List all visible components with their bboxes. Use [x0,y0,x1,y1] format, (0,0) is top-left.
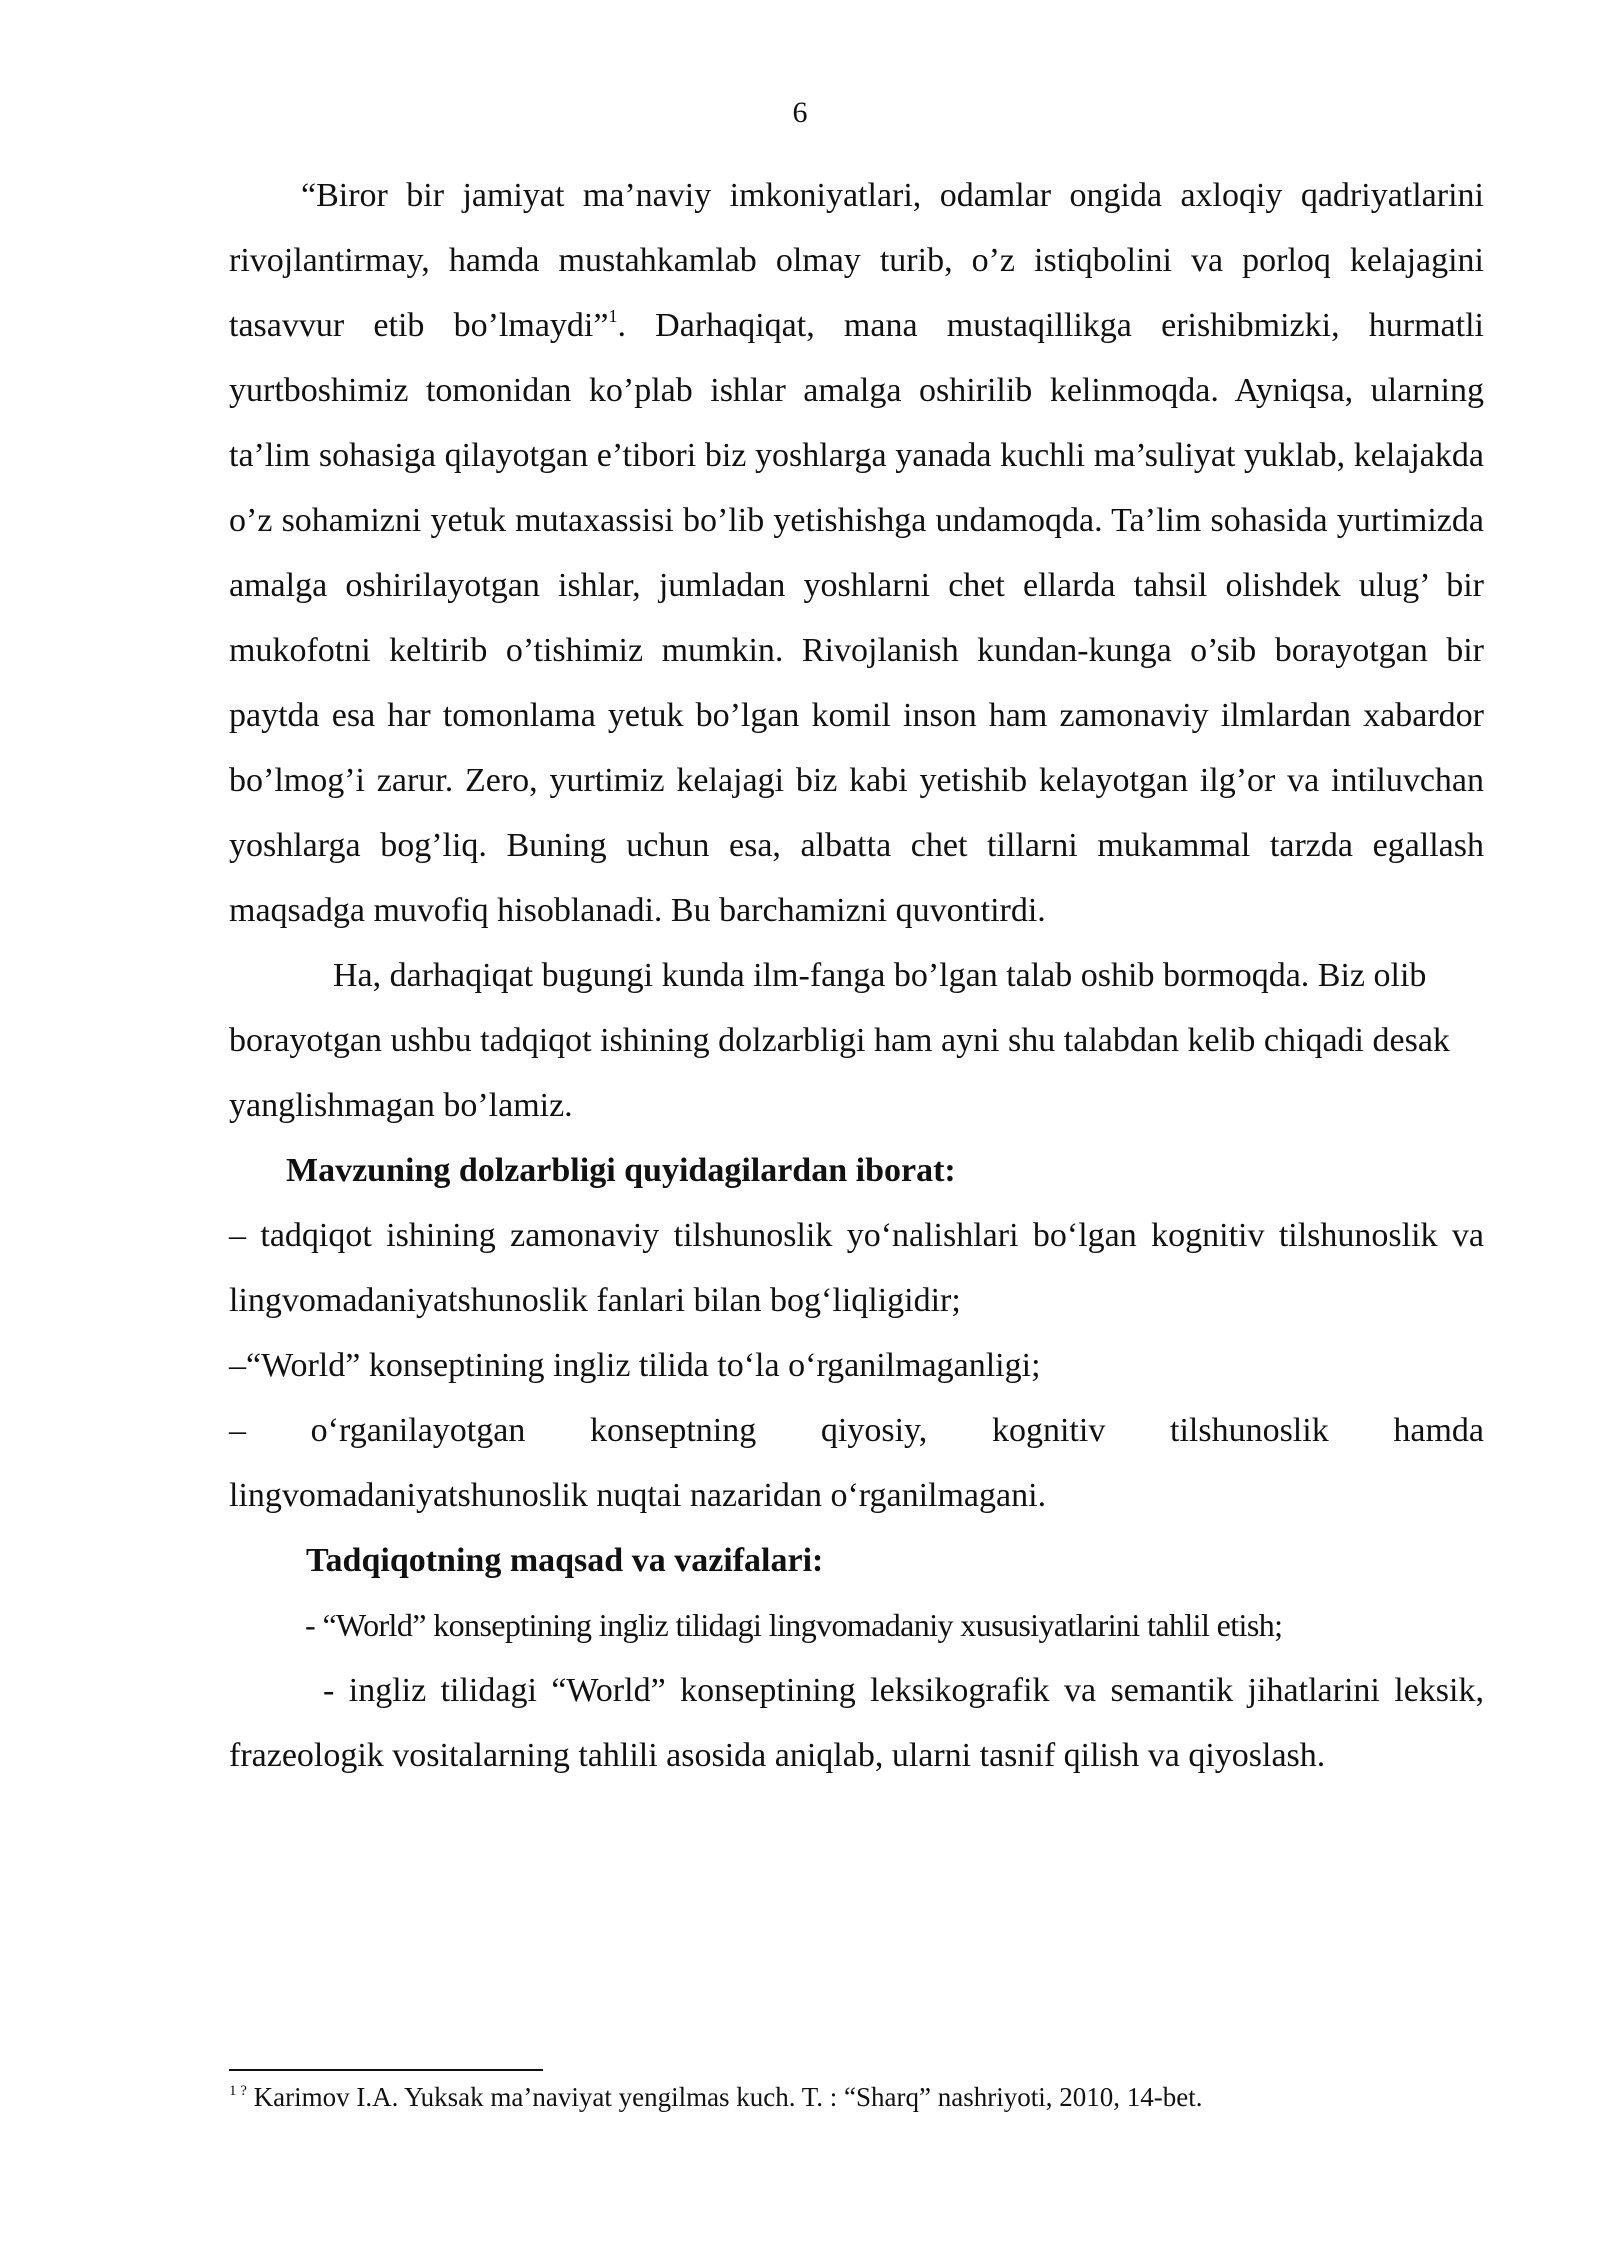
footnote-text: Karimov I.A. Yuksak ma’naviyat yengilmas kuch. T. : “Sharq” nashriyoti, 2010, 14-bet. [253,2082,1203,2112]
footnote-reference: 1 [608,306,618,326]
paragraph-intro [229,163,1484,943]
footnote-mark: 1 ? [229,2083,247,2099]
intro-continuation: . Darhaqiqat, mana mustaqillikga erishibmizki, hurmatli yurtboshimiz tomonidan ko’plab ishlar amalga oshirilib kelinmoqda. Ayniqsa, ularning ta’lim sohasiga qilayotgan e’tibori biz yoshlarga yanada kuchli ma’suliyat yuklab, kelajakda o’z sohamizni yetuk mutaxassisi bo’lib yetishishga undamoqda. Ta’lim sohasida yurtimizda amalga oshirilayotgan ishlar, jumladan yoshlarni chet ellarda tahsil olishdek ulug’ bir mukofotni keltirib o’tishimiz mumkin. Rivojlanish kundan-kunga o’sib borayotgan bir paytda esa har tomonlama yetuk bo’lgan komil inson ham zamonaviy ilmlardan xabardor bo’lmog’i zarur. Zero, yurtimiz kelajagi biz kabi yetishib kelayotgan ilg’or va intiluvchan yoshlarga bog’liq. Buning uchun esa, albatta chet tillarni mukammal tarzda egallash maqsadga muvofiq hisoblanadi. Bu barchamizni quvontirdi. [229,307,1484,929]
goals-item: - ingliz tilidagi “World” konseptining leksikografik va semantik jihatlarini leksik, frazeologik vositalarning tahlili asosida aniqlab, ularni tasnif qilish va qiyoslash. [229,1672,1484,1774]
relevance-item: – tadqiqot ishining zamonaviy tilshunoslik yo‘nalishlari bo‘lgan kognitiv tilshunoslik va lingvomadaniyatshunoslik fanlari bilan bog‘liqligidir; [229,1217,1484,1319]
page-number: 6 [792,96,808,129]
paragraph-relevance-intro: Ha, darhaqiqat bugungi kunda ilm-fanga bo’lgan talab oshib bormoqda. Biz olib borayotgan ushbu tadqiqot ishining dolzarbligi ham ayni shu talabdan kelib chiqadi desak yanglishmagan bo’lamiz. [229,957,1450,1124]
footnote [229,2077,1484,2117]
relevance-item: –“World” konseptining ingliz tilida to‘la o‘rganilmaganligi; [229,1347,1041,1384]
goals-heading: Tadqiqotning maqsad va vazifalari: [306,1542,824,1579]
goals-item: - “World” konseptining ingliz tilidagi lingvomadaniy xususiyatlarini tahlil etish; [305,1607,1283,1643]
relevance-heading: Mavzuning dolzarbligi quyidagilardan iborat: [286,1152,956,1189]
relevance-item: – o‘rganilayotgan konseptning qiyosiy, kognitiv tilshunoslik hamda lingvomadaniyatshunoslik nuqtai nazaridan o‘rganilmagani. [229,1412,1484,1514]
body-text [229,163,1484,1788]
intro-quote: “Biror bir jamiyat ma’naviy imkoniyatlari, odamlar ongida axloqiy qadriyatlarini rivojlantirmay, hamda mustahkamlab olmay turib, o’z istiqbolini va porloq kelajagini tasavvur etib bo’lmaydi” [229,177,1484,344]
footnote-divider [229,2069,543,2071]
